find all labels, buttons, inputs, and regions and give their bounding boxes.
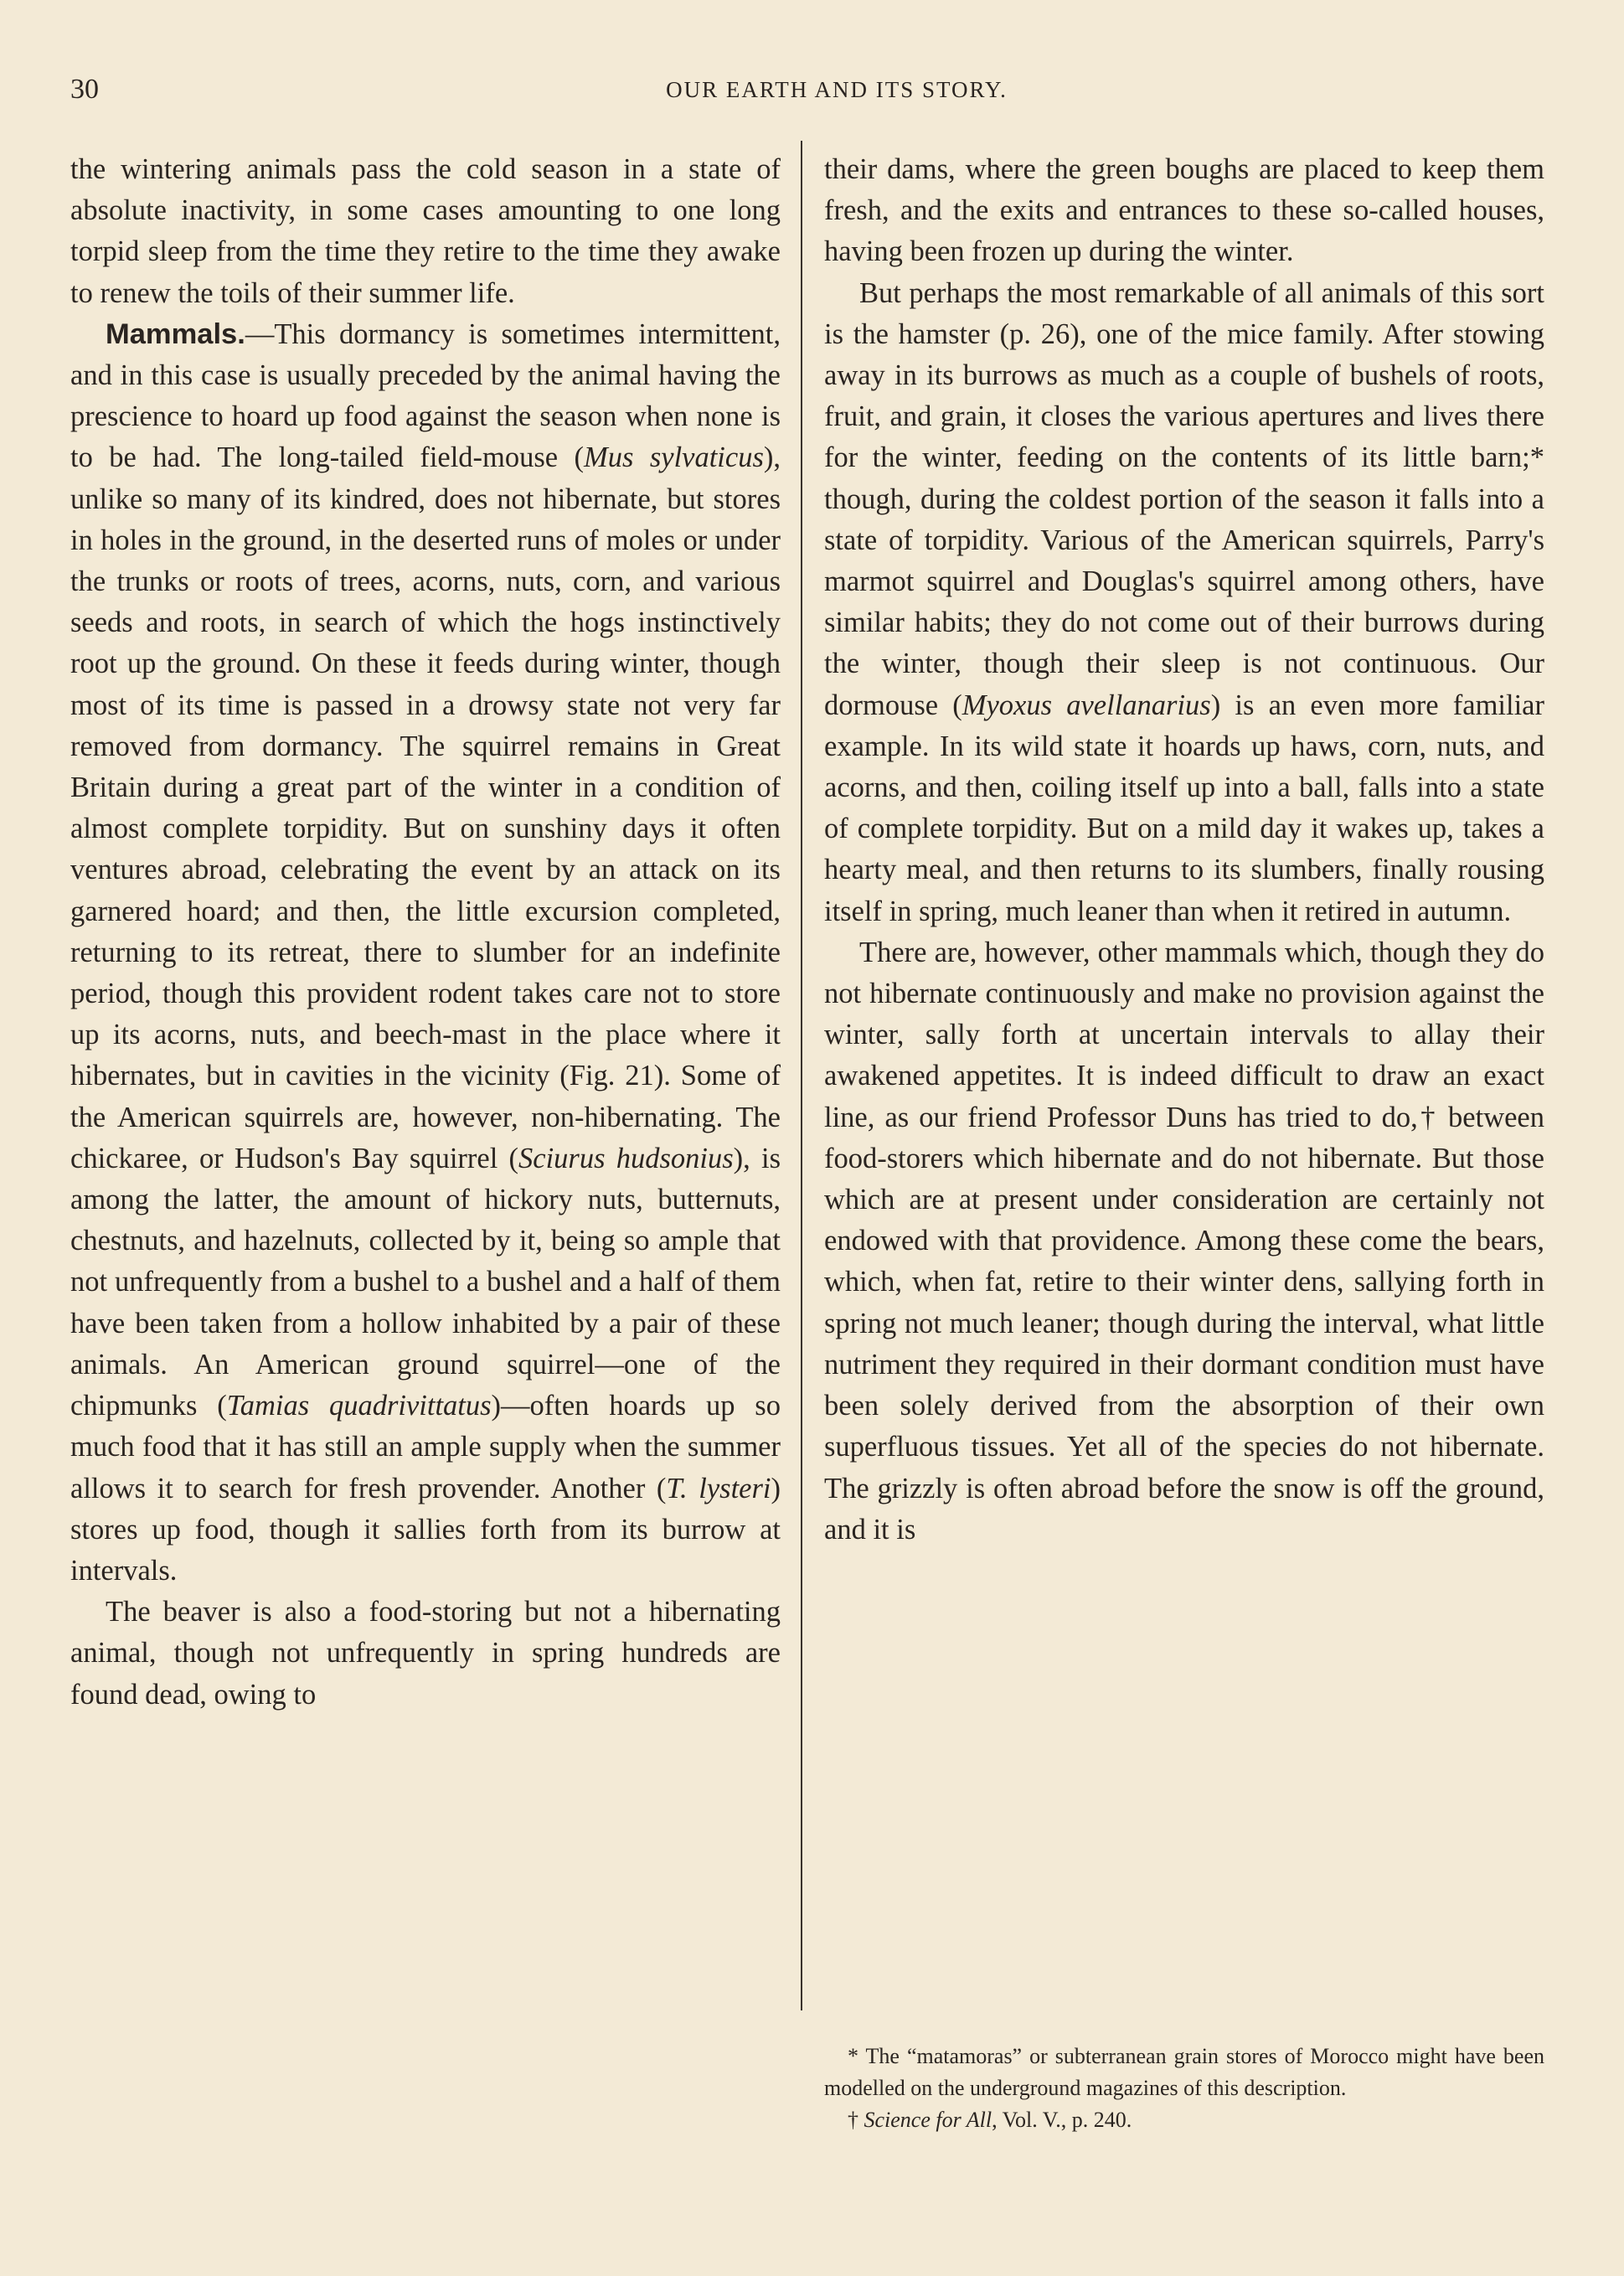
paragraph-text: ), is among the latter, the amount of hickory nuts, butternuts, chestnuts, and hazelnuts, collected by it, being so ample that not unfrequently from a bushel to a bushel and a half of them have been taken from a hollow inhabited by a pair of these animals. An American ground squirrel—one of the chipmunks ( bbox=[70, 1142, 781, 1422]
paragraph-text: the wintering animals pass the cold season in a state of absolute inactivity, in some cases amounting to one long torpid sleep from the time they retire to the time they awake to renew the toils of their summer life. bbox=[70, 153, 781, 309]
running-title: OUR EARTH AND ITS STORY. bbox=[666, 77, 1008, 102]
footnote bbox=[824, 2104, 1544, 2136]
column-divider bbox=[801, 141, 802, 2010]
species-name: Tamias quadrivittatus bbox=[226, 1390, 492, 1422]
paragraph-text: )—often hoards up so much food that it has still an ample supply when the summer allows it to search for fresh provender. Another ( bbox=[70, 1390, 781, 1504]
paragraph-text: their dams, where the green boughs are placed to keep them fresh, and the exits and entrances to these so-called houses, having been frozen up during the winter. bbox=[824, 153, 1544, 268]
footnote-text: * The “matamoras” or subterranean grain stores of Morocco might have been modelled on the underground magazines of this description. bbox=[824, 2044, 1544, 2100]
paragraph bbox=[70, 149, 781, 314]
paragraph bbox=[70, 1592, 781, 1716]
footnotes bbox=[824, 2041, 1544, 2136]
species-name: T. lysteri bbox=[666, 1472, 771, 1504]
page-header bbox=[70, 74, 1553, 107]
paragraph-text: There are, however, other mammals which, though they do not hibernate continuously and make no provision against the winter, sally forth at uncertain intervals to allay their awakened appetites. It is indeed difficult to draw an exact line, as our friend Professor Duns has tried to do,† between food-storers which hibernate and do not hibernate. But those which are at present under consideration are certainly not endowed with that providence. Among these come the bears, which, when fat, retire to their winter dens, sallying forth in spring not much leaner; though during the interval, what little nutriment they required in their dormant condition must have been solely derived from the absorption of their own superfluous tissues. Yet all of the species do not hibernate. The grizzly is often abroad before the snow is off the ground, and it is bbox=[824, 936, 1544, 1546]
citation-title: Science for All bbox=[864, 2108, 992, 2132]
paragraph-text: ) is an even more familiar example. In its wild state it hoards up haws, corn, nuts, and acorns, and then, coiling itself up into a ball, falls into a state of complete torpidity. But on a mild day it wakes up, takes a hearty meal, and then returns to its slumbers, finally rousing itself in spring, much leaner than when it retired in autumn. bbox=[824, 689, 1544, 927]
paragraph bbox=[70, 314, 781, 1592]
paragraph bbox=[824, 149, 1544, 273]
footnote bbox=[824, 2041, 1544, 2104]
page-number: 30 bbox=[70, 74, 99, 105]
footnote-text: † bbox=[848, 2108, 864, 2132]
section-heading: Mammals. bbox=[106, 317, 245, 350]
paragraph-text: ) stores up food, though it sallies forth from its burrow at intervals. bbox=[70, 1472, 781, 1587]
paragraph-text: But perhaps the most remarkable of all animals of this sort is the hamster (p. 26), one of the mice family. After stowing away in its burrows as much as a couple of bushels of roots, fruit, and grain, it closes the various apertures and lives there for the winter, feeding on the contents of its little barn;* though, during the coldest portion of the season it falls into a state of torpidity. Various of the American squirrels, Parry's marmot squirrel and Douglas's squirrel among others, have similar habits; they do not come out of their burrows during the winter, though their sleep is not continuous. Our dormouse ( bbox=[824, 276, 1544, 721]
right-column bbox=[824, 149, 1544, 1551]
paragraph-text: —This dormancy is sometimes intermittent, and in this case is usually preceded by the animal having the prescience to hoard up food against the season when none is to be had. The long-tailed field-mouse ( bbox=[70, 317, 781, 474]
species-name: Myoxus avellanarius bbox=[962, 689, 1211, 721]
paragraph-text: ), unlike so many of its kindred, does not hibernate, but stores in holes in the ground, in the deserted runs of moles or under the trunks or roots of trees, acorns, nuts, corn, and various seeds and roots, in search of which the hogs instinctively root up the ground. On these it feeds during winter, though most of its time is passed in a drowsy state not very far removed from dormancy. The squirrel remains in Great Britain during a great part of the winter in a condition of almost complete torpidity. But on sunshiny days it often ventures abroad, celebrating the event by an attack on its garnered hoard; and then, the little excursion completed, returning to its retreat, there to slumber for an indefinite period, though this provident rodent takes care not to store up its acorns, nuts, and beech-mast in the place where it hibernates, but in cavities in the vicinity (Fig. 21). Some of the American squirrels are, however, non-hibernating. The chickaree, or Hudson's Bay squirrel ( bbox=[70, 441, 781, 1174]
paragraph bbox=[824, 273, 1544, 932]
paragraph-text: The beaver is also a food-storing but not a hibernating animal, though not unfrequently in spring hundreds are found dead, owing to bbox=[70, 1596, 781, 1711]
left-column bbox=[70, 149, 781, 1716]
species-name: Mus sylvaticus bbox=[584, 441, 764, 474]
footnote-text: , Vol. V., p. 240. bbox=[992, 2108, 1132, 2132]
paragraph bbox=[824, 932, 1544, 1551]
species-name: Sciurus hudsonius bbox=[518, 1142, 734, 1174]
